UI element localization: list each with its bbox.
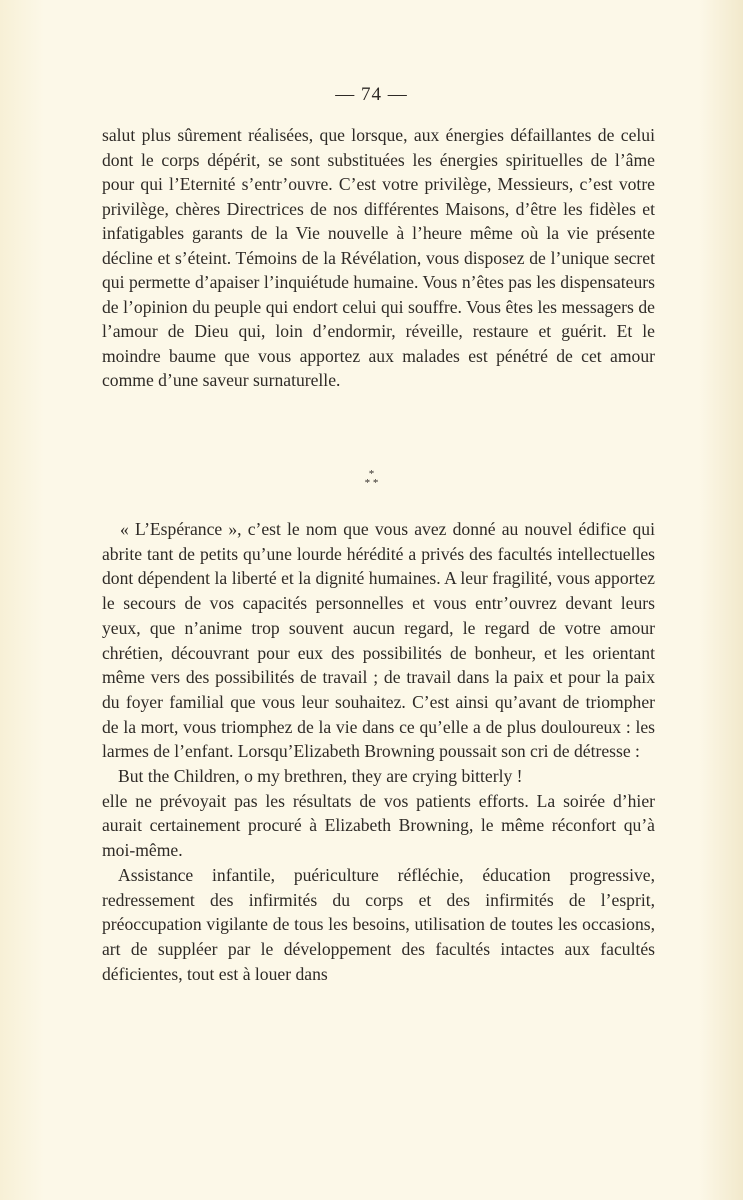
section-separator	[0, 470, 743, 488]
paragraph: salut plus sûrement réalisées, que lorsque, aux énergies défaillantes de celui dont le corps dépérit, se sont substituées les énergies spirituelles de l’âme pour qui l’Eternité s’entr’ouvre. C’est votre privilège, Messieurs, c’est votre privilège, chères Directrices de nos différentes Maisons, d’être les fidèles et infatigables garants de la Vie nouvelle à l’heure même où la vie présente décline et s’éteint. Témoins de la Révélation, vous disposez de l’unique secret qui permette d’apaiser l’inquiétude humaine. Vous n’êtes pas les dispensateurs de l’opinion du peuple qui endort celui qui souffre. Vous êtes les messagers de l’amour de Dieu qui, loin d’endormir, réveille, restaure et guérit. Et le moindre baume que vous apportez aux malades est pénétré de cet amour comme d’une saveur surnaturelle.	[102, 125, 655, 390]
separator-top-asterisk: *	[368, 468, 375, 480]
paragraph: elle ne prévoyait pas les résultats de vos patients efforts. La soirée d’hier aurait certainement procuré à Elizabeth Browning, le même réconfort qu’à moi-même.	[102, 790, 655, 861]
page-number: — 74 —	[335, 84, 408, 105]
paragraph: Assistance infantile, puériculture réfléchie, éducation progressive, redressement des infirmités du corps et des infirmités de l’esprit, préoccupation vigilante de tous les besoins, utilisation de toutes les occasions, art de suppléer par le développement des facultés intactes aux facultés déficientes, tout est à louer dans	[102, 864, 655, 984]
paragraph: « L’Espérance », c’est le nom que vous avez donné au nouvel édifice qui abrite tant de petits qu’une lourde hérédité a privés des facultés intellectuelles dont dépendent la liberté et la dignité humaines. A leur fragilité, vous apportez le secours de vos capacités personnelles et vous entr’ouvrez devant leurs yeux, que n’anime trop souvent aucun regard, le regard de votre amour chrétien, découvrant pour eux des possibilités de bonheur, et les orientant même vers des possibilités de travail ; de travail dans la paix et pour la paix du foyer familial que vous leur souhaitez. C’est ainsi qu’avant de triompher de la mort, vous triomphez de la vie dans ce qu’elle a de plus douloureux : les larmes de l’enfant. Lorsqu’Elizabeth Browning poussait son cri de détresse :	[102, 519, 655, 762]
quotation: But the Children, o my brethren, they are crying bitterly !	[118, 766, 523, 787]
section-1	[102, 123, 655, 393]
separator-bottom-asterisks: * *	[364, 477, 379, 489]
section-2	[102, 517, 655, 986]
